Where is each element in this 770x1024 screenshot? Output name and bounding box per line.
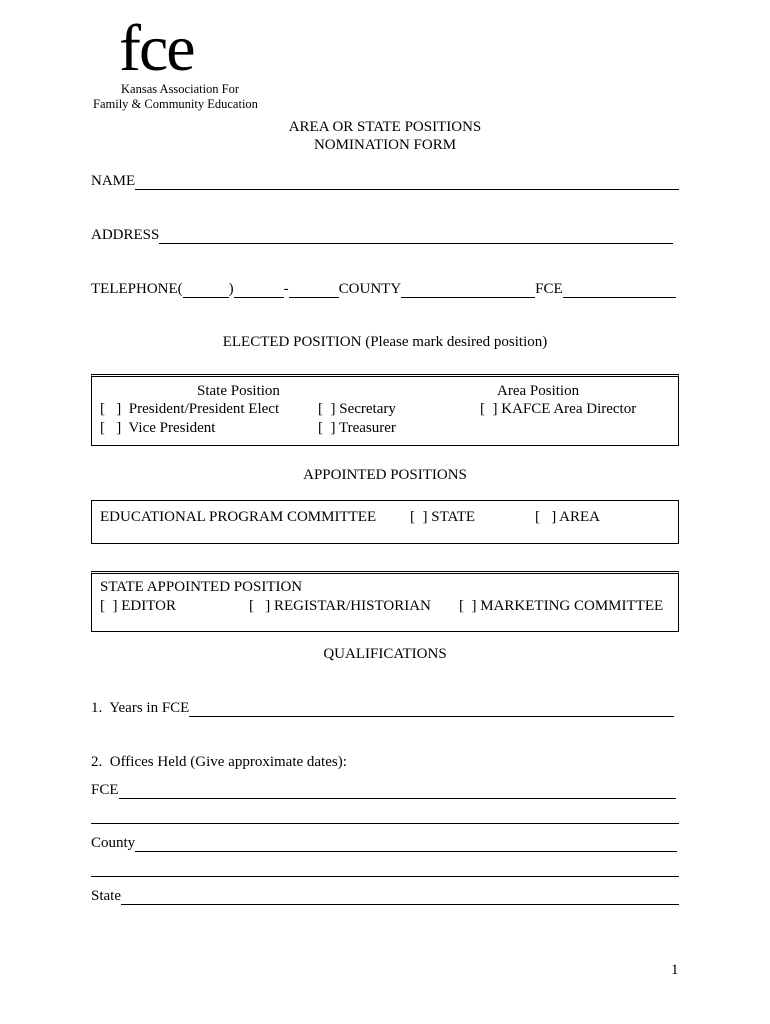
fce-label: FCE <box>535 281 563 297</box>
page-number: 1 <box>671 962 679 978</box>
phone-suffix-line[interactable] <box>289 283 339 298</box>
county-label: COUNTY <box>338 281 402 297</box>
offices-county-label: County <box>91 835 136 851</box>
county-line[interactable] <box>401 283 535 298</box>
address-line[interactable] <box>159 229 673 244</box>
offices-county-line-2[interactable] <box>91 862 679 877</box>
offices-county-line[interactable] <box>135 837 677 852</box>
logo-line-2: Family & Community Education <box>93 97 258 111</box>
registar-historian-option[interactable]: [ ] REGISTAR/HISTORIAN <box>249 598 431 614</box>
offices-county-field[interactable] <box>91 834 677 852</box>
telephone-label: TELEPHONE( <box>91 281 183 297</box>
kafce-area-director-option[interactable]: [ ] KAFCE Area Director <box>480 401 637 417</box>
committee-area-option[interactable]: [ ] AREA <box>535 509 600 525</box>
editor-option[interactable]: [ ] EDITOR <box>100 598 176 614</box>
vice-president-option[interactable]: [ ] Vice President <box>100 420 216 436</box>
treasurer-option[interactable]: [ ] Treasurer <box>318 420 396 436</box>
offices-fce-line[interactable] <box>119 784 676 799</box>
area-position-label: Area Position <box>497 383 580 399</box>
fce-logo <box>93 12 263 114</box>
state-appointed-position-heading: STATE APPOINTED POSITION <box>100 579 303 595</box>
form-title-line-2: NOMINATION FORM <box>313 137 457 153</box>
qualifications-heading: QUALIFICATIONS <box>323 646 447 662</box>
offices-state-field[interactable] <box>91 887 679 905</box>
offices-fce-field[interactable] <box>91 781 676 799</box>
logo-line-1: Kansas Association For <box>121 82 240 96</box>
name-line[interactable] <box>135 175 679 190</box>
address-label: ADDRESS <box>91 227 160 243</box>
offices-fce-label: FCE <box>91 782 119 798</box>
years-in-fce-label: 1. Years in FCE <box>91 700 190 716</box>
years-in-fce-field[interactable] <box>91 699 674 717</box>
area-code-line[interactable] <box>183 283 229 298</box>
telephone-dash: - <box>283 281 289 297</box>
elected-position-heading: ELECTED POSITION (Please mark desired position) <box>222 334 548 350</box>
phone-prefix-line[interactable] <box>234 283 284 298</box>
form-title-line-1: AREA OR STATE POSITIONS <box>288 119 482 135</box>
address-field[interactable] <box>91 226 673 244</box>
state-position-label: State Position <box>197 383 280 399</box>
secretary-option[interactable]: [ ] Secretary <box>318 401 396 417</box>
years-in-fce-line[interactable] <box>189 702 674 717</box>
appointed-positions-heading: APPOINTED POSITIONS <box>303 467 467 483</box>
name-field[interactable] <box>91 172 679 190</box>
president-elect-option[interactable]: [ ] President/President Elect <box>100 401 280 417</box>
offices-fce-line-2[interactable] <box>91 809 679 824</box>
educational-program-committee-label: EDUCATIONAL PROGRAM COMMITTEE <box>100 509 377 525</box>
telephone-close: ) <box>228 281 234 297</box>
name-label: NAME <box>91 173 136 189</box>
committee-state-option[interactable]: [ ] STATE <box>410 509 476 525</box>
marketing-committee-option[interactable]: [ ] MARKETING COMMITTEE <box>459 598 664 614</box>
telephone-county-fce-row <box>91 280 676 298</box>
offices-state-line[interactable] <box>121 890 679 905</box>
offices-held-label: 2. Offices Held (Give approximate dates): <box>91 754 347 770</box>
logo-mark: fce <box>119 12 194 85</box>
offices-state-label: State <box>91 888 121 904</box>
fce-line[interactable] <box>563 283 676 298</box>
